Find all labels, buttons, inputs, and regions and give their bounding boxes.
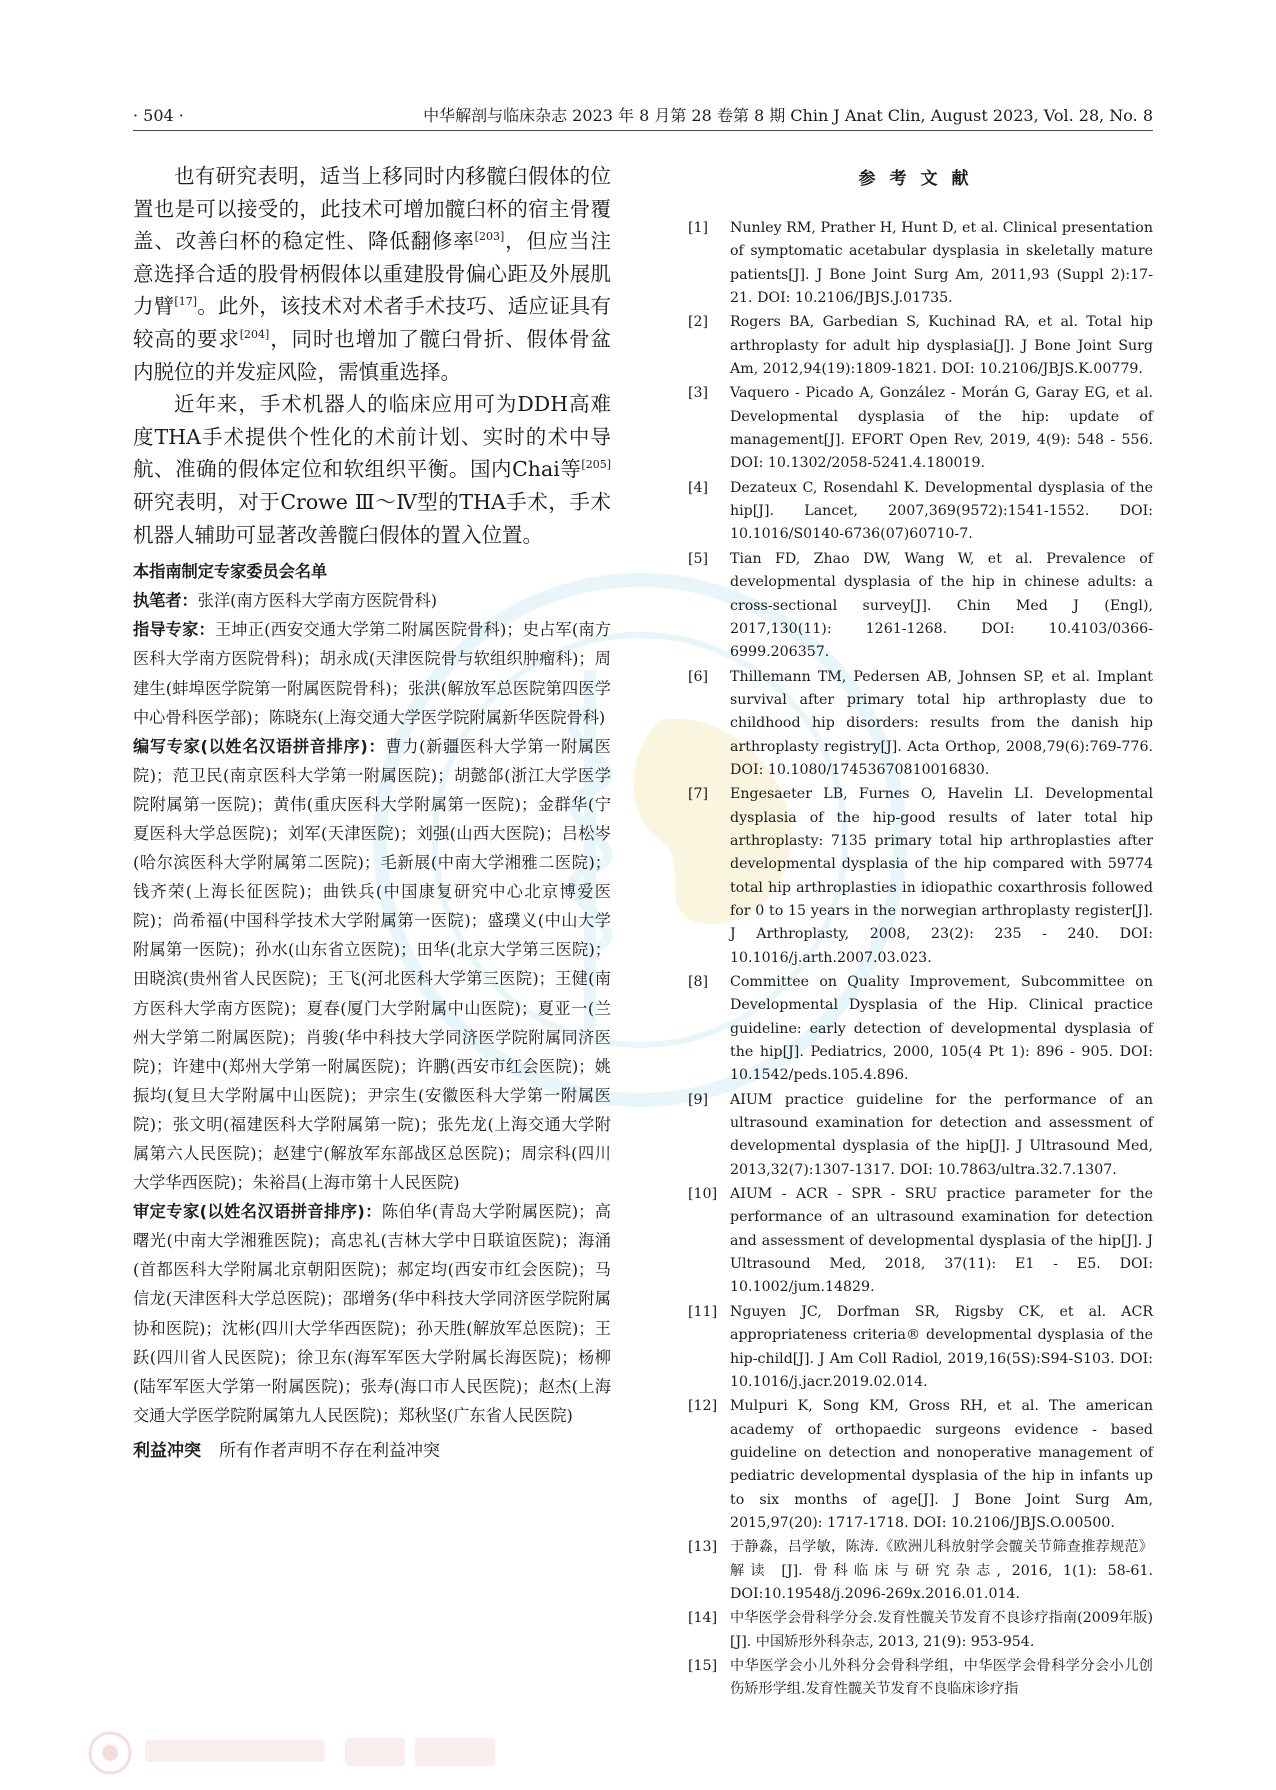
reference-number: [9]: [688, 1091, 709, 1108]
running-header: [133, 100, 1153, 131]
writers-text: 曹力(新疆医科大学第一附属医院)；范卫民(南京医科大学第一附属医院)；胡懿郃(浙江大学医学院附属第一医院)；黄伟(重庆医科大学附属第一医院)；金群华(宁夏医科大学总医院)；刘军(天津医院)；刘强(山西大医院)；吕松岑(哈尔滨医科大学附属第二医院)；毛新展(中南大学湘雅二医院)；钱齐荣(上海长征医院)；曲铁兵(中国康复研究中心北京博爱医院)；尚希福(中国科学技术大学附属第一医院)；盛璞义(中山大学附属第一医院)；孙水(山东省立医院)；田华(北京大学第三医院)；田晓滨(贵州省人民医院)；王飞(河北医科大学第三医院)；王健(南方医科大学南方医院)；夏春(厦门大学附属中山医院)；夏亚一(兰州大学第二附属医院)；肖骏(华中科技大学同济医学院附属同济医院)；许建中(郑州大学第一附属医院)；许鹏(西安市红会医院)；姚振均(复旦大学附属中山医院)；尹宗生(安徽医科大学第一附属医院)；张文明(福建医科大学附属第一院)；张先龙(上海交通大学附属第六人民医院)；赵建宁(解放军东部战区总医院)；周宗科(四川大学华西医院)；朱裕昌(上海市第十人民医院): [133, 736, 611, 1193]
reference-item: [688, 1183, 1153, 1300]
reference-item: [688, 1536, 1153, 1606]
reference-text: Vaquero - Picado A, González - Morán G, Garay EG, et al. Developmental dysplasia of the hip: update of management[J]. EFORT Open Rev, 2019, 4(9): 548 - 556. DOI: 10.1302/2058-5241.4.180019.: [730, 385, 1153, 472]
reference-text: AIUM practice guideline for the performance of an ultrasound examination for detection and assessment of developmental dysplasia of the hip[J]. J Ultrasound Med, 2013,32(7):1307-1317. DOI: 10.7863/ultra.32.7.1307.: [730, 1091, 1153, 1178]
committee-writers: [133, 732, 611, 1198]
advisors-text: 王坤正(西安交通大学第二附属医院骨科)；史占军(南方医科大学南方医院骨科)；胡永成(天津医院骨与软组织肿瘤科)；周建生(蚌埠医学院第一附属医院骨科)；张洪(解放军总医院第四医学中心骨科医学部)；陈晓东(上海交通大学医学院附属新华医院骨科): [133, 620, 611, 727]
reference-text: Committee on Quality Improvement, Subcommittee on Developmental Dysplasia of the Hip. Clinical practice guideline: early detection of developmental dysplasia of the hip[J]. Pediatrics, 2000, 105(4 Pt 1): 896 - 905. DOI: 10.1542/peds.105.4.896.: [730, 974, 1153, 1084]
reference-number: [5]: [688, 550, 709, 567]
page-number: · 504 ·: [133, 106, 184, 125]
reference-text: Mulpuri K, Song KM, Gross RH, et al. The american academy of orthopaedic surgeons evidence - based guideline on detection and nonoperative management of pediatric developmental dysplasia of the hip in infants up to six months of age[J]. J Bone Joint Surg Am, 2015,97(20): 1717-1718. DOI: 10.2106/JBJS.O.00500.: [730, 1398, 1153, 1531]
conflict-text: 所有作者声明不存在利益冲突: [219, 1440, 440, 1461]
committee-advisors: [133, 615, 611, 731]
reference-list: [688, 217, 1153, 1702]
reference-number: [2]: [688, 314, 709, 331]
reference-number: [7]: [688, 786, 709, 803]
reference-item: [688, 1655, 1153, 1702]
advisors-label: 指导专家：: [133, 620, 215, 640]
references-title: 参考文献: [858, 169, 983, 189]
reference-text: 中华医学会小儿外科分会骨科学组，中华医学会骨科学分会小儿创伤矫形学组.发育性髋关节发育不良临床诊疗指: [730, 1657, 1153, 1698]
writers-label: 编写专家(以姓名汉语拼音排序)：: [133, 736, 386, 756]
reference-text: Nguyen JC, Dorfman SR, Rigsby CK, et al. ACR appropriateness criteria® developmental dysplasia of the hip-child[J]. J Am Coll Radiol, 2019,16(5S):S94-S103. DOI: 10.1016/j.jacr.2019.02.014.: [730, 1303, 1153, 1390]
reference-item: [688, 1301, 1153, 1394]
body-paragraph-1: 也有研究表明，适当上移同时内移髋臼假体的位置也是可以接受的，此技术可增加髋臼杯的宿主骨覆盖、改善臼杯的稳定性、降低翻修率[203]，但应当注意选择合适的股骨柄假体以重建股骨偏心距及外展肌力臂[17]。此外，该技术对术者手术技巧、适应证具有较高的要求[204]，同时也增加了髋臼骨折、假体骨盆内脱位的并发症风险，需慎重选择。: [133, 164, 612, 384]
reference-item: [688, 1395, 1153, 1535]
reviewers-text: 陈伯华(青岛大学附属医院)；高曙光(中南大学湘雅医院)；高忠礼(吉林大学中日联谊医院)；海涌(首都医科大学附属北京朝阳医院)；郝定均(西安市红会医院)；马信龙(天津医科大学总医院)；邵增务(华中科技大学同济医学院附属协和医院)；沈彬(四川大学华西医院)；孙天胜(解放军总医院)；王跃(四川省人民医院)；徐卫东(海军军医大学附属长海医院)；杨柳(陆军军医大学第一附属医院)；张寿(海口市人民医院)；赵杰(上海交通大学医学院附属第九人民医院)；郑秋坚(广东省人民医院): [133, 1202, 611, 1425]
committee-title: 本指南制定专家委员会名单: [133, 562, 328, 582]
reference-number: [15]: [688, 1657, 718, 1674]
reference-text: Nunley RM, Prather H, Hunt D, et al. Clinical presentation of symptomatic acetabular dysplasia in skeletally mature patients[J]. J Bone Joint Surg Am, 2011,93 (Suppl 2):17-21. DOI: 10.2106/JBJS.J.01735.: [730, 220, 1153, 307]
reference-item: [688, 382, 1153, 475]
reference-number: [8]: [688, 974, 709, 990]
reference-text: Rogers BA, Garbedian S, Kuchinad RA, et al. Total hip arthroplasty for adult hip dysplasia[J]. J Bone Joint Surg Am, 2012,94(19):1809-1821. DOI: 10.2106/JBJS.K.00779.: [730, 314, 1153, 378]
reference-number: [10]: [688, 1186, 718, 1203]
reference-text: 中华医学会骨科学分会.发育性髋关节发育不良诊疗指南(2009年版)[J]. 中国矫形外科杂志, 2013, 21(9): 953-954.: [730, 1610, 1153, 1650]
reference-item: [688, 477, 1153, 547]
committee-authors: [133, 586, 611, 615]
reference-item: [688, 783, 1153, 970]
committee-reviewers: [133, 1197, 611, 1430]
reference-text: Thillemann TM, Pedersen AB, Johnsen SP, et al. Implant survival after primary total hip arthroplasty due to childhood hip disorders: results from the danish hip arthroplasty registry[J]. Acta Orthop, 2008,79(6):769-776. DOI: 10.1080/17453670810016830.: [730, 668, 1153, 778]
publisher-logo-icon: [85, 1728, 585, 1778]
reference-number: [11]: [688, 1303, 718, 1320]
reference-text: Dezateux C, Rosendahl K. Developmental dysplasia of the hip[J]. Lancet, 2007,369(9572):1541-1552. DOI: 10.1016/S0140-6736(07)60710-7.: [730, 479, 1153, 543]
journal-citation: 中华解剖与临床杂志 2023 年 8 月第 28 卷第 8 期 Chin J Anat Clin, August 2023, Vol. 28, No. 8: [423, 106, 1153, 125]
reference-text: 于静淼，吕学敏，陈涛.《欧洲儿科放射学会髋关节筛查推荐规范》解读 [J]. 骨科临床与研究杂志, 2016, 1(1): 58-61. DOI:10.19548/j.2096-269x.2016.01.014.: [730, 1539, 1153, 1602]
reference-number: [1]: [688, 220, 709, 236]
conflict-of-interest: [133, 1436, 611, 1466]
reference-item: [688, 1089, 1153, 1182]
reference-item: [688, 1607, 1153, 1654]
reference-number: [12]: [688, 1398, 718, 1415]
reference-number: [6]: [688, 668, 709, 685]
authors-label: 执笔者：: [133, 591, 198, 611]
conflict-label: 利益冲突: [133, 1440, 201, 1461]
reviewers-label: 审定专家(以姓名汉语拼音排序)：: [133, 1202, 382, 1222]
committee-section: [133, 557, 611, 1430]
reference-item: [688, 548, 1153, 665]
reference-item: [688, 971, 1153, 1088]
reference-number: [3]: [688, 385, 709, 402]
body-paragraph-2: 近年来，手术机器人的临床应用可为DDH高难度THA手术提供个性化的术前计划、实时的术中导航、准确的假体定位和软组织平衡。国内Chai等[205]研究表明，对于Crowe Ⅲ～Ⅳ型的THA手术，手术机器人辅助可显著改善髋臼假体的置入位置。: [133, 392, 611, 547]
authors-text: 张洋(南方医科大学南方医院骨科): [197, 591, 438, 611]
reference-item: [688, 311, 1153, 381]
right-column: [688, 160, 1153, 1703]
reference-number: [4]: [688, 479, 709, 496]
reference-number: [13]: [688, 1539, 718, 1556]
reference-text: AIUM - ACR - SPR - SRU practice parameter for the performance of an ultrasound examination for detection and assessment of developmental dysplasia of the hip[J]. J Ultrasound Med, 2018, 37(11): E1 - E5. DOI: 10.1002/jum.14829.: [730, 1186, 1153, 1296]
reference-item: [688, 217, 1153, 310]
reference-text: Tian FD, Zhao DW, Wang W, et al. Prevalence of developmental dysplasia of the hip in chinese adults: a cross-sectional survey[J]. Chin Med J (Engl), 2017,130(11): 1261-1268. DOI: 10.4103/0366-6999.206357.: [730, 550, 1153, 661]
reference-number: [14]: [688, 1610, 718, 1627]
reference-text: Engesaeter LB, Furnes O, Havelin LI. Developmental dysplasia of the hip-good results of later total hip arthroplasty: 7135 primary total hip arthroplasties after developmental dysplasia of the hip compared with 59774 total hip arthroplasties in idiopathic coxarthrosis followed for 0 to 15 years in the norwegian arthroplasty register[J]. J Arthroplasty, 2008, 23(2): 235 - 240. DOI: 10.1016/j.arth.2007.03.023.: [730, 786, 1153, 966]
reference-item: [688, 666, 1153, 783]
left-column: [133, 160, 611, 1466]
